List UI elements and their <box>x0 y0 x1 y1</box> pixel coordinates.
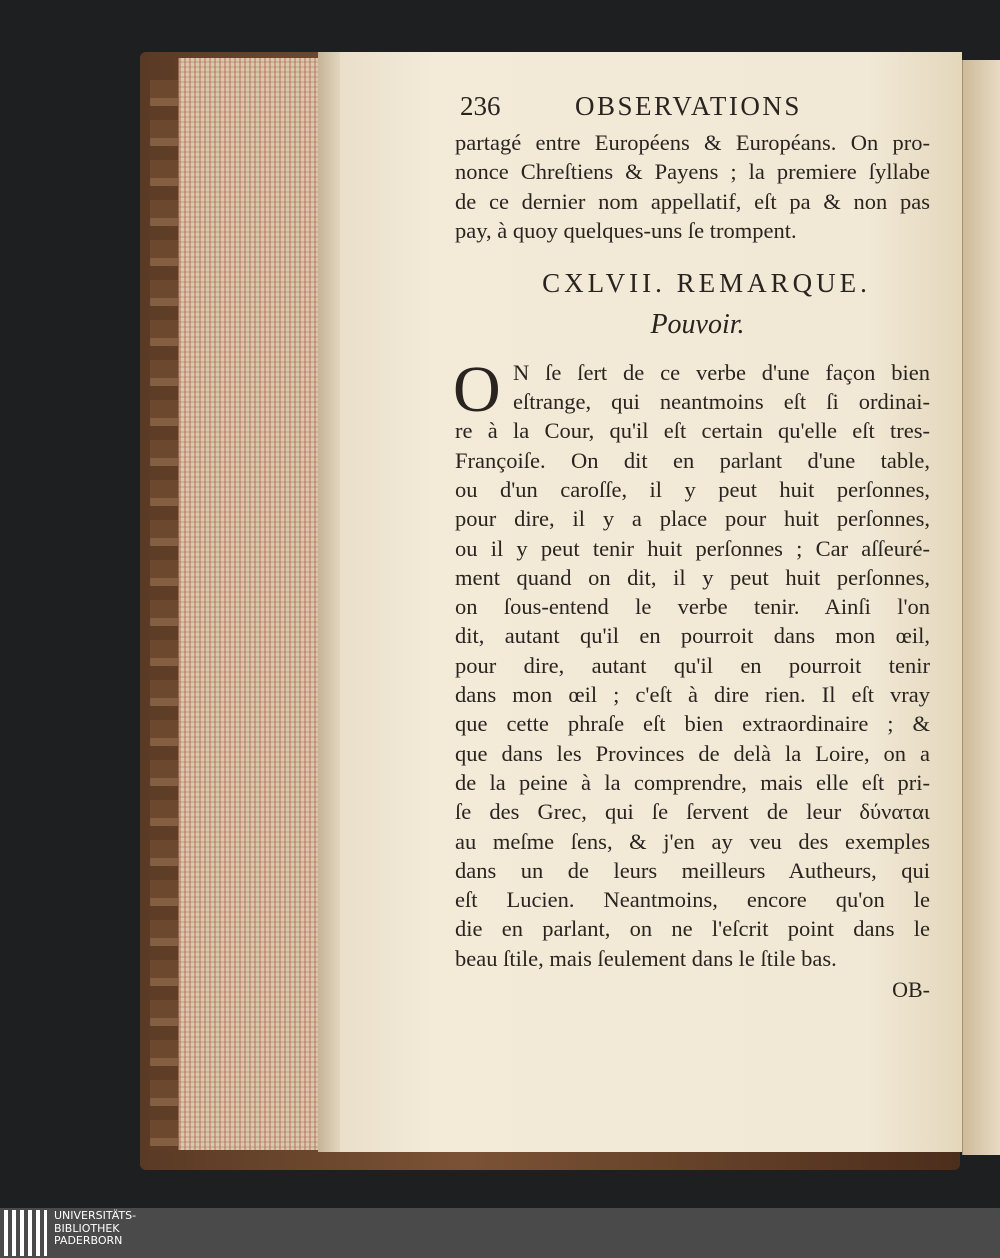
library-logo-icon <box>4 1210 50 1256</box>
body-line: ment quand on dit, il y peut huit perſonnes, <box>455 564 930 590</box>
body-line: ou il y peut tenir huit perſonnes ; Car aſſeuré- <box>455 535 930 561</box>
body-line: de la peine à la comprendre, mais elle eſt pri- <box>455 769 930 795</box>
library-footer <box>0 1208 1000 1258</box>
body-line: on ſous-entend le verbe tenir. Ainſi l'on <box>455 594 930 620</box>
body-text <box>453 352 930 973</box>
catchword: OB- <box>892 977 930 1003</box>
body-line: eſtrange, qui neantmoins eſt ſi ordinai- <box>513 389 930 415</box>
logo-line: UNIVERSITÄTS- <box>54 1209 137 1222</box>
body-line: N ſe ſert de ce verbe d'une façon bien <box>513 359 930 385</box>
article-title: Pouvoir. <box>650 309 745 341</box>
body-line: ſe des Grec, qui ſe ſervent de leur δύναται <box>455 799 930 825</box>
body-line: pour dire, autant qu'il en pourroit tenir <box>455 652 930 678</box>
page-number: 236 <box>460 91 501 121</box>
body-line: re à la Cour, qu'il eſt certain qu'elle eſt tres- <box>455 418 930 444</box>
body-line: eſt Lucien. Neantmoins, encore qu'on le <box>455 887 930 913</box>
intro-line: de ce dernier nom appellatif, eſt pa & non pas <box>455 188 930 214</box>
logo-line: BIBLIOTHEK <box>54 1221 120 1235</box>
page-text <box>455 90 930 1004</box>
body-line: dit, autant qu'il en pourroit dans mon œil, <box>455 623 930 649</box>
drop-cap: O <box>453 352 501 426</box>
body-line: pour dire, il y a place pour huit perſonnes, <box>455 506 930 532</box>
intro-line: pay, à quoy quelques-uns ſe trompent. <box>455 217 797 243</box>
body-line: que cette phraſe eſt bien extraordinaire ; & <box>455 711 930 737</box>
running-head <box>455 90 930 128</box>
library-logo-text <box>54 1210 136 1248</box>
body-line: Françoiſe. On dit en parlant d'une table, <box>455 447 930 473</box>
intro-line: partagé entre Européens & Européans. On pro- <box>455 130 930 155</box>
page-edges <box>178 58 339 1150</box>
logo-line: PADERBORN <box>54 1234 123 1247</box>
body-line: die en parlant, on ne l'eſcrit point dans le <box>455 916 930 942</box>
section-heading: CXLVII. REMARQUE. <box>542 268 871 299</box>
running-title: OBSERVATIONS <box>575 91 802 121</box>
body-line: dans mon œil ; c'eſt à dire rien. Il eſt vray <box>455 682 930 708</box>
body-line: que dans les Provinces de delà la Loire, on a <box>455 740 930 766</box>
body-line: dans un de leurs meilleurs Autheurs, qui <box>455 857 930 883</box>
body-line: beau ſtile, mais ſeulement dans le ſtile bas. <box>455 945 837 971</box>
body-line: au meſme ſens, & j'en ay veu des exemples <box>455 828 930 854</box>
facing-page-edge <box>962 60 1000 1155</box>
intro-line: nonce Chreſtiens & Payens ; la premiere ſyllabe <box>455 159 930 185</box>
body-line: ou d'un caroſſe, il y peut huit perſonnes, <box>455 476 930 502</box>
